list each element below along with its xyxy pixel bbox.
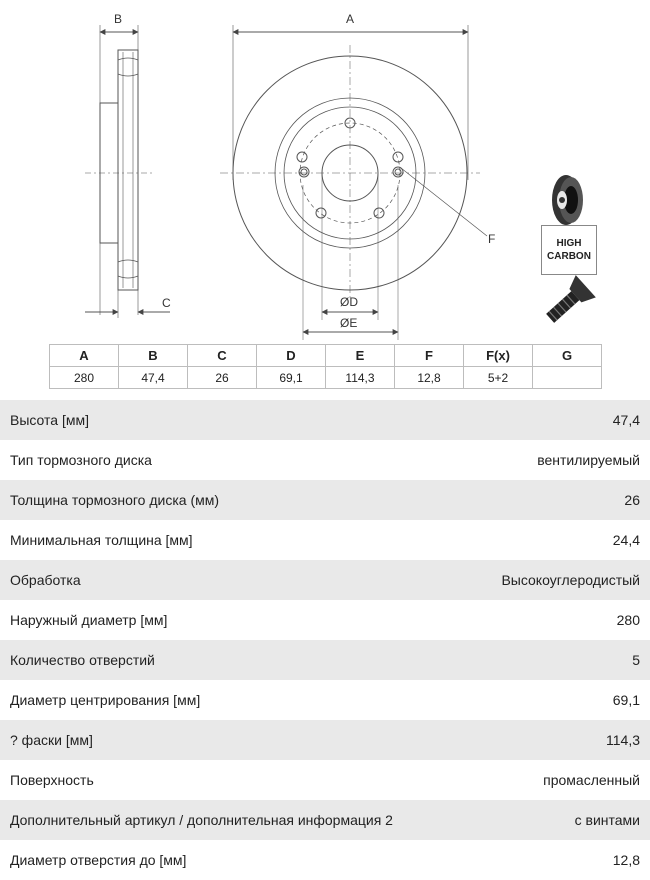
value-a: 280 <box>50 367 119 389</box>
label-a: A <box>346 12 355 26</box>
side-view <box>85 25 170 318</box>
dimensions-header-row <box>50 345 602 367</box>
spec-label: Диаметр центрирования [мм] <box>10 692 201 708</box>
spec-value: 26 <box>624 492 640 508</box>
label-c: C <box>162 296 171 310</box>
spec-label: Минимальная толщина [мм] <box>10 532 193 548</box>
value-e: 114,3 <box>326 367 395 389</box>
spec-label: Наружный диаметр [мм] <box>10 612 168 628</box>
header-d: D <box>257 345 326 367</box>
header-f: F <box>395 345 464 367</box>
spec-row <box>0 840 650 880</box>
spec-value: Высокоуглеродистый <box>501 572 640 588</box>
value-b: 47,4 <box>119 367 188 389</box>
value-f: 12,8 <box>395 367 464 389</box>
header-e: E <box>326 345 395 367</box>
spec-row <box>0 680 650 720</box>
value-d: 69,1 <box>257 367 326 389</box>
spec-label: Высота [мм] <box>10 412 89 428</box>
brake-disc-drawing <box>0 0 650 345</box>
spec-value: 47,4 <box>612 412 640 428</box>
spec-value: 12,8 <box>612 852 640 868</box>
spec-value: 280 <box>616 612 640 628</box>
spec-value: 24,4 <box>612 532 640 548</box>
label-e: ØE <box>340 316 358 330</box>
spec-label: Дополнительный артикул / дополнительная информация 2 <box>10 812 393 828</box>
spec-label: Тип тормозного диска <box>10 452 152 468</box>
spec-value: с винтами <box>574 812 640 828</box>
badge-line-1: HIGH <box>556 238 582 249</box>
spec-row <box>0 560 650 600</box>
spec-value: 114,3 <box>606 732 640 748</box>
front-view <box>220 25 487 340</box>
spec-row <box>0 480 650 520</box>
specifications-list <box>0 400 650 880</box>
spec-label: Толщина тормозного диска (мм) <box>10 492 220 508</box>
value-fx: 5+2 <box>464 367 533 389</box>
header-a: A <box>50 345 119 367</box>
high-carbon-badge <box>541 225 597 275</box>
spec-row <box>0 640 650 680</box>
header-g: G <box>533 345 602 367</box>
badge-line-2: CARBON <box>547 251 591 262</box>
spec-row <box>0 520 650 560</box>
disc-icon <box>552 175 583 225</box>
spec-row <box>0 720 650 760</box>
screw-icon <box>540 275 596 329</box>
label-f: F <box>488 232 496 246</box>
spec-label: Обработка <box>10 572 81 588</box>
dimensions-value-row <box>50 367 602 389</box>
spec-value: 69,1 <box>612 692 640 708</box>
label-d: ØD <box>340 295 358 309</box>
spec-value: промасленный <box>543 772 640 788</box>
spec-row <box>0 440 650 480</box>
spec-label: Количество отверстий <box>10 652 155 668</box>
spec-row <box>0 800 650 840</box>
label-b: B <box>114 12 123 26</box>
spec-row <box>0 400 650 440</box>
value-c: 26 <box>188 367 257 389</box>
header-b: B <box>119 345 188 367</box>
dimensions-table <box>49 344 602 389</box>
spec-value: 5 <box>632 652 640 668</box>
spec-value: вентилируемый <box>537 452 640 468</box>
header-fx: F(x) <box>464 345 533 367</box>
spec-label: ? фаски [мм] <box>10 732 93 748</box>
header-c: C <box>188 345 257 367</box>
spec-label: Диаметр отверстия до [мм] <box>10 852 187 868</box>
spec-row <box>0 600 650 640</box>
spec-label: Поверхность <box>10 772 94 788</box>
spec-row <box>0 760 650 800</box>
value-g <box>533 367 602 389</box>
